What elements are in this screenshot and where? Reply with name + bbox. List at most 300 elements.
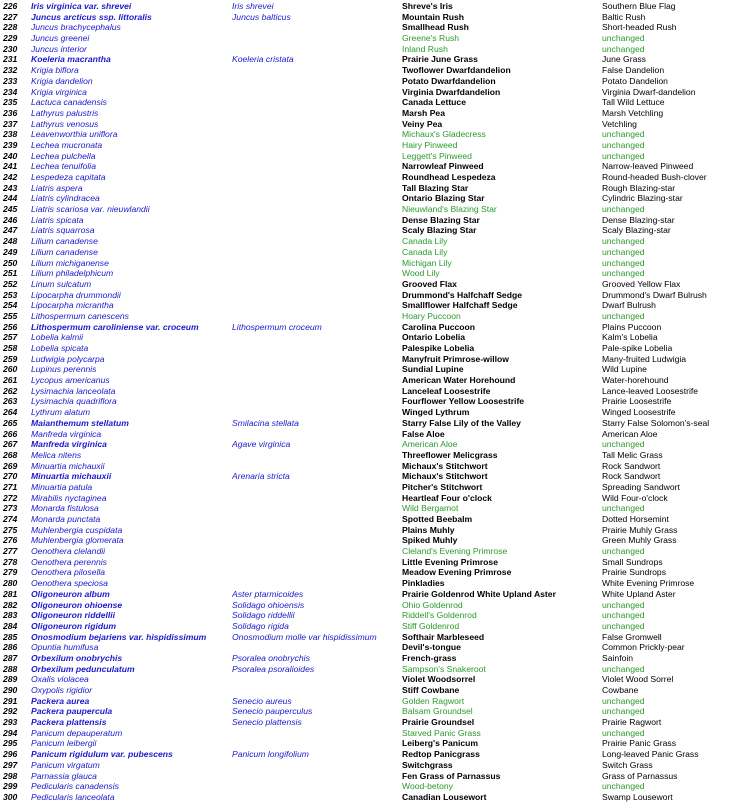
common-name: Starry False Lily of the Valley: [402, 417, 521, 428]
old-common-name: Prairie Loosestrife: [602, 396, 672, 407]
row-number: 272: [3, 492, 18, 503]
scientific-name: Lithospermum caroliniense var. croceum: [31, 321, 199, 332]
common-name: American Aloe: [402, 439, 458, 450]
row-number: 235: [3, 97, 18, 108]
table-row: [0, 792, 742, 803]
old-common-name: Rock Sandwort: [602, 460, 661, 471]
old-common-name: Pale-spike Lobelia: [602, 343, 673, 353]
table-row: [0, 493, 742, 504]
old-common-name: Prairie Muhly Grass: [602, 524, 678, 535]
table-row: [0, 300, 742, 311]
common-name: Ohio Goldenrod: [402, 599, 463, 610]
scientific-name: Panicum leibergii: [31, 738, 97, 749]
old-common-name: Grooved Yellow Flax: [602, 278, 681, 289]
common-name: Hoary Puccoon: [402, 310, 461, 321]
row-number: 238: [3, 129, 18, 140]
common-name: Hairy Pinweed: [402, 139, 458, 150]
common-name: Smallflower Halfchaff Sedge: [402, 300, 518, 311]
common-name: Twoflower Dwarfdandelion: [402, 65, 511, 76]
old-common-name: Wild Lupine: [602, 364, 647, 375]
old-common-name: unchanged: [602, 129, 645, 140]
common-name: Meadow Evening Primrose: [402, 567, 512, 578]
common-name: Michigan Lily: [402, 257, 452, 268]
common-name: Veiny Pea: [402, 118, 443, 129]
table-row: [0, 108, 742, 119]
old-common-name: White Evening Primrose: [602, 578, 695, 589]
old-common-name: unchanged: [602, 663, 645, 674]
common-name: Prairie Groundsel: [402, 717, 475, 728]
table-row: [0, 97, 742, 108]
row-number: 243: [3, 182, 18, 193]
scientific-name: Lactuca canadensis: [31, 97, 107, 108]
table-row: [0, 22, 742, 33]
row-number: 292: [3, 706, 18, 717]
row-number: 255: [3, 310, 18, 321]
common-name: Smallhead Rush: [402, 22, 469, 33]
common-name: American Water Horehound: [402, 375, 516, 386]
row-number: 240: [3, 150, 18, 161]
scientific-name: Lipocarpha drummondii: [31, 289, 121, 300]
row-number: 267: [3, 439, 18, 450]
common-name: Softhair Marbleseed: [402, 631, 485, 642]
scientific-name: Opuntia humifusa: [31, 642, 99, 653]
table-row: [0, 396, 742, 407]
scientific-name: Monarda fistulosa: [31, 503, 99, 514]
scientific-name: Lipocarpha micrantha: [31, 300, 114, 311]
common-name: Inland Rush: [402, 43, 448, 54]
old-common-name: unchanged: [602, 610, 645, 621]
table-row: [0, 760, 742, 771]
scientific-name: Melica nitens: [31, 449, 82, 460]
row-number: 284: [3, 620, 18, 631]
row-number: 248: [3, 236, 18, 247]
table-row: [0, 247, 742, 258]
row-number: 251: [3, 268, 18, 279]
row-number: 249: [3, 246, 18, 257]
row-number: 259: [3, 353, 18, 364]
row-number: 290: [3, 685, 18, 695]
scientific-name: Panicum rigidulum var. pubescens: [31, 749, 173, 760]
table-row: [0, 236, 742, 247]
table-row: [0, 354, 742, 365]
scientific-name: Mirabilis nyctaginea: [31, 492, 107, 503]
row-number: 276: [3, 535, 18, 546]
common-name: Cleland's Evening Primrose: [402, 546, 508, 557]
synonym-name: Juncus balticus: [232, 11, 291, 22]
scientific-name: Orbexilum pedunculatum: [31, 663, 135, 674]
row-number: 275: [3, 524, 18, 535]
scientific-name: Oxalis violacea: [31, 674, 89, 685]
table-row: [0, 193, 742, 204]
synonym-name: Senecio plattensis: [232, 717, 302, 728]
old-common-name: Rock Sandwort: [602, 471, 661, 482]
scientific-name: Pedicularis canadensis: [31, 781, 119, 792]
table-row: [0, 642, 742, 653]
table-row: [0, 151, 742, 162]
common-name: Wood-betony: [402, 781, 453, 792]
table-row: [0, 44, 742, 55]
old-common-name: Prairie Ragwort: [602, 717, 662, 728]
table-row: [0, 738, 742, 749]
old-common-name: unchanged: [602, 599, 645, 610]
common-name: Carolina Puccoon: [402, 321, 476, 332]
scientific-name: Iris virginica var. shrevei: [31, 1, 132, 11]
row-number: 271: [3, 481, 18, 492]
row-number: 300: [3, 791, 18, 802]
synonym-name: Koeleria cristata: [232, 54, 294, 65]
scientific-name: Lobelia spicata: [31, 343, 89, 353]
old-common-name: Cylindric Blazing-star: [602, 193, 683, 204]
table-row: [0, 610, 742, 621]
synonym-name: Panicum longifolium: [232, 749, 309, 760]
old-common-name: unchanged: [602, 727, 645, 738]
table-row: [0, 322, 742, 333]
old-common-name: unchanged: [602, 43, 645, 54]
table-row: [0, 65, 742, 76]
common-name: Spotted Beebalm: [402, 514, 473, 524]
synonym-name: Solidago rigida: [232, 620, 289, 631]
scientific-name: Minuartia michauxii: [31, 471, 112, 482]
scientific-name: Manfreda virginica: [31, 439, 107, 450]
scientific-name: Liatris squarrosa: [31, 225, 95, 236]
scientific-name: Oxypolis rigidior: [31, 685, 93, 695]
row-number: 226: [3, 1, 18, 11]
synonym-name: Psoralea psoralioides: [232, 663, 315, 674]
row-number: 227: [3, 11, 18, 22]
table-row: [0, 119, 742, 130]
table-row: [0, 685, 742, 696]
scientific-name: Muhlenbergia cuspidata: [31, 524, 123, 535]
common-name: Grooved Flax: [402, 278, 457, 289]
old-common-name: Virginia Dwarf-dandelion: [602, 86, 696, 97]
row-number: 244: [3, 193, 18, 204]
table-row: [0, 343, 742, 354]
old-common-name: Sainfoin: [602, 652, 634, 663]
old-common-name: Tall Wild Lettuce: [602, 97, 665, 108]
old-common-name: Plains Puccoon: [602, 321, 662, 332]
scientific-name: Lithospermum canescens: [31, 310, 129, 321]
scientific-name: Lycopus americanus: [31, 375, 110, 386]
old-common-name: unchanged: [602, 257, 645, 268]
table-row: [0, 407, 742, 418]
old-common-name: White Upland Aster: [602, 588, 676, 599]
row-number: 228: [3, 22, 18, 33]
scientific-name: Oligoneuron ohioense: [31, 599, 123, 610]
old-common-name: Kalm's Lobelia: [602, 332, 658, 343]
common-name: Switchgrass: [402, 759, 453, 770]
synonym-name: Senecio pauperculus: [232, 706, 313, 717]
scientific-name: Oenothera clelandii: [31, 546, 106, 557]
table-row: [0, 674, 742, 685]
row-number: 293: [3, 717, 18, 728]
row-number: 234: [3, 86, 18, 97]
old-common-name: unchanged: [602, 620, 645, 631]
table-row: [0, 706, 742, 717]
scientific-name: Minuartia patula: [31, 481, 93, 492]
old-common-name: Marsh Vetchling: [602, 107, 664, 118]
row-number: 231: [3, 54, 18, 65]
old-common-name: Wild Four-o'clock: [602, 492, 668, 503]
common-name: Little Evening Primrose: [402, 556, 498, 567]
scientific-name: Lathyrus palustris: [31, 107, 99, 118]
old-common-name: Rough Blazing-star: [602, 182, 676, 193]
row-number: 298: [3, 770, 18, 781]
old-common-name: unchanged: [602, 439, 645, 450]
old-common-name: Common Prickly-pear: [602, 642, 685, 653]
scientific-name: Linum sulcatum: [31, 278, 92, 289]
common-name: Nieuwland's Blazing Star: [402, 204, 497, 215]
common-name: Prairie Goldenrod White Upland Aster: [402, 588, 556, 599]
table-row: [0, 33, 742, 44]
scientific-name: Pedicularis lanceolata: [31, 791, 115, 802]
old-common-name: unchanged: [602, 139, 645, 150]
common-name: Scaly Blazing Star: [402, 225, 477, 236]
common-name: Virginia Dwarfdandelion: [402, 86, 501, 97]
scientific-name: Lechea tenuifolia: [31, 161, 96, 172]
scientific-name: Orbexilum onobrychis: [31, 652, 123, 663]
row-number: 274: [3, 514, 18, 524]
scientific-name: Onosmodium bejariens var. hispidissimum: [31, 631, 207, 642]
old-common-name: Swamp Lousewort: [602, 791, 673, 802]
scientific-name: Liatris spicata: [31, 214, 84, 225]
old-common-name: unchanged: [602, 546, 645, 557]
table-row: [0, 87, 742, 98]
common-name: Redtop Panicgrass: [402, 749, 480, 760]
row-number: 269: [3, 460, 18, 471]
row-number: 296: [3, 749, 18, 760]
old-common-name: unchanged: [602, 695, 645, 706]
old-common-name: Short-headed Rush: [602, 22, 677, 33]
table-row: [0, 471, 742, 482]
table-row: [0, 535, 742, 546]
row-number: 278: [3, 556, 18, 567]
row-number: 291: [3, 695, 18, 706]
old-common-name: Winged Loosestrife: [602, 407, 676, 418]
table-row: [0, 781, 742, 792]
row-number: 273: [3, 503, 18, 514]
table-row: [0, 215, 742, 226]
scientific-name: Lespedeza capitata: [31, 172, 106, 182]
table-row: [0, 375, 742, 386]
row-number: 242: [3, 172, 18, 182]
old-common-name: unchanged: [602, 150, 645, 161]
row-number: 270: [3, 471, 18, 482]
scientific-name: Ludwigia polycarpa: [31, 353, 105, 364]
scientific-name: Packera aurea: [31, 695, 90, 706]
row-number: 263: [3, 396, 18, 407]
scientific-name: Packera plattensis: [31, 717, 107, 728]
synonym-name: Onosmodium molle var hispidissimum: [232, 631, 377, 642]
row-number: 297: [3, 759, 18, 770]
table-row: [0, 653, 742, 664]
common-name: Wild Bergamot: [402, 503, 459, 514]
row-number: 289: [3, 674, 18, 685]
common-name: Marsh Pea: [402, 107, 445, 118]
old-common-name: Potato Dandelion: [602, 75, 668, 86]
row-number: 241: [3, 161, 18, 172]
scientific-name: Panicum virgatum: [31, 759, 100, 770]
table-row: [0, 578, 742, 589]
common-name: Greene's Rush: [402, 33, 460, 44]
table-row: [0, 600, 742, 611]
old-common-name: unchanged: [602, 268, 645, 279]
scientific-name: Koeleria macrantha: [31, 54, 111, 65]
row-number: 287: [3, 652, 18, 663]
common-name: Fourflower Yellow Loosestrife: [402, 396, 525, 407]
common-name: Ontario Blazing Star: [402, 193, 485, 204]
row-number: 280: [3, 578, 18, 589]
table-row: [0, 290, 742, 301]
row-number: 245: [3, 204, 18, 215]
scientific-name: Juncus brachycephalus: [31, 22, 121, 33]
common-name: Heartleaf Four o'clock: [402, 492, 492, 503]
synonym-name: Iris shrevei: [232, 1, 274, 11]
row-number: 299: [3, 781, 18, 792]
common-name: Canada Lily: [402, 236, 448, 247]
old-common-name: Drummond's Dwarf Bulrush: [602, 289, 707, 300]
row-number: 247: [3, 225, 18, 236]
row-number: 283: [3, 610, 18, 621]
scientific-name: Packera paupercula: [31, 706, 113, 717]
old-common-name: unchanged: [602, 246, 645, 257]
scientific-name: Krigia biflora: [31, 65, 79, 76]
common-name: Leggett's Pinweed: [402, 150, 472, 161]
table-row: [0, 503, 742, 514]
common-name: False Aloe: [402, 428, 445, 439]
common-name: Michaux's Stitchwort: [402, 471, 488, 482]
table-row: [0, 429, 742, 440]
common-name: Devil's-tongue: [402, 642, 461, 653]
synonym-name: Senecio aureus: [232, 695, 292, 706]
scientific-name: Liatris cylindracea: [31, 193, 100, 204]
table-row: [0, 12, 742, 23]
row-number: 257: [3, 332, 18, 343]
scientific-name: Minuartia michauxii: [31, 460, 105, 471]
common-name: Dense Blazing Star: [402, 214, 480, 225]
common-name: Starved Panic Grass: [402, 727, 481, 738]
old-common-name: Small Sundrops: [602, 556, 663, 567]
table-row: [0, 311, 742, 322]
row-number: 264: [3, 407, 18, 418]
old-common-name: unchanged: [602, 204, 645, 215]
table-row: [0, 546, 742, 557]
table-row: [0, 1, 742, 12]
table-row: [0, 225, 742, 236]
scientific-name: Lilium canadense: [31, 236, 98, 247]
table-row: [0, 482, 742, 493]
scientific-name: Lysimachia quadriflora: [31, 396, 117, 407]
common-name: Golden Ragwort: [402, 695, 465, 706]
table-row: [0, 728, 742, 739]
common-name: Threeflower Melicgrass: [402, 449, 498, 460]
old-common-name: unchanged: [602, 236, 645, 247]
old-common-name: Prairie Panic Grass: [602, 738, 677, 749]
row-number: 254: [3, 300, 18, 311]
old-common-name: Green Muhly Grass: [602, 535, 677, 546]
table-row: [0, 557, 742, 568]
common-name: Prairie June Grass: [402, 54, 478, 65]
scientific-name: Lilium philadelphicum: [31, 268, 114, 279]
scientific-name: Juncus arcticus ssp. littoralis: [31, 11, 152, 22]
old-common-name: Dense Blazing-star: [602, 214, 675, 225]
scientific-name: Lupinus perennis: [31, 364, 97, 375]
table-row: [0, 749, 742, 760]
common-name: Fen Grass of Parnassus: [402, 770, 501, 781]
row-number: 282: [3, 599, 18, 610]
table-row: [0, 204, 742, 215]
old-common-name: unchanged: [602, 781, 645, 792]
table-row: [0, 450, 742, 461]
common-name: Michaux's Gladecress: [402, 129, 486, 140]
row-number: 236: [3, 107, 18, 118]
scientific-name: Monarda punctata: [31, 514, 101, 524]
table-row: [0, 717, 742, 728]
row-number: 295: [3, 738, 18, 749]
common-name: Pinkladies: [402, 578, 445, 589]
synonym-name: Solidago riddellii: [232, 610, 295, 621]
scientific-name: Panicum depauperatum: [31, 727, 123, 738]
row-number: 256: [3, 321, 18, 332]
common-name: Canadian Lousewort: [402, 791, 487, 802]
scientific-name: Lilium michiganense: [31, 257, 109, 268]
scientific-name: Juncus interior: [31, 43, 87, 54]
table-row: [0, 514, 742, 525]
synonym-name: Lithospermum croceum: [232, 321, 322, 332]
old-common-name: Long-leaved Panic Grass: [602, 749, 699, 760]
row-number: 294: [3, 727, 18, 738]
row-number: 260: [3, 364, 18, 375]
old-common-name: Spreading Sandwort: [602, 481, 680, 492]
table-row: [0, 172, 742, 183]
old-common-name: Southern Blue Flag: [602, 1, 676, 11]
scientific-name: Oenothera pilosella: [31, 567, 106, 578]
synonym-name: Aster ptarmicoides: [232, 588, 304, 599]
common-name: French-grass: [402, 652, 457, 663]
scientific-name: Lobelia kalmii: [31, 332, 84, 343]
table-row: [0, 258, 742, 269]
table-row: [0, 54, 742, 65]
old-common-name: June Grass: [602, 54, 646, 65]
old-common-name: Grass of Parnassus: [602, 770, 678, 781]
table-row: [0, 567, 742, 578]
scientific-name: Oligoneuron rigidum: [31, 620, 116, 631]
common-name: Plains Muhly: [402, 524, 455, 535]
table-row: [0, 632, 742, 643]
common-name: Violet Woodsorrel: [402, 674, 476, 685]
row-number: 262: [3, 385, 18, 396]
synonym-name: Arenaria stricta: [232, 471, 290, 482]
old-common-name: Prairie Sundrops: [602, 567, 667, 578]
table-row: [0, 76, 742, 87]
common-name: Mountain Rush: [402, 11, 465, 22]
synonym-name: Solidago ohioensis: [232, 599, 305, 610]
scientific-name: Oligoneuron riddellii: [31, 610, 116, 621]
row-number: 252: [3, 278, 18, 289]
table-row: [0, 439, 742, 450]
common-name: Tall Blazing Star: [402, 182, 469, 193]
old-common-name: Dotted Horsemint: [602, 514, 669, 524]
old-common-name: Vetchling: [602, 118, 637, 129]
old-common-name: Switch Grass: [602, 759, 653, 770]
table-row: [0, 332, 742, 343]
old-common-name: unchanged: [602, 310, 645, 321]
common-name: Spiked Muhly: [402, 535, 458, 546]
scientific-name: Liatris aspera: [31, 182, 83, 193]
scientific-name: Parnassia glauca: [31, 770, 97, 781]
old-common-name: unchanged: [602, 33, 645, 44]
scientific-name: Oenothera perennis: [31, 556, 107, 567]
scientific-name: Muhlenbergia glomerata: [31, 535, 124, 546]
